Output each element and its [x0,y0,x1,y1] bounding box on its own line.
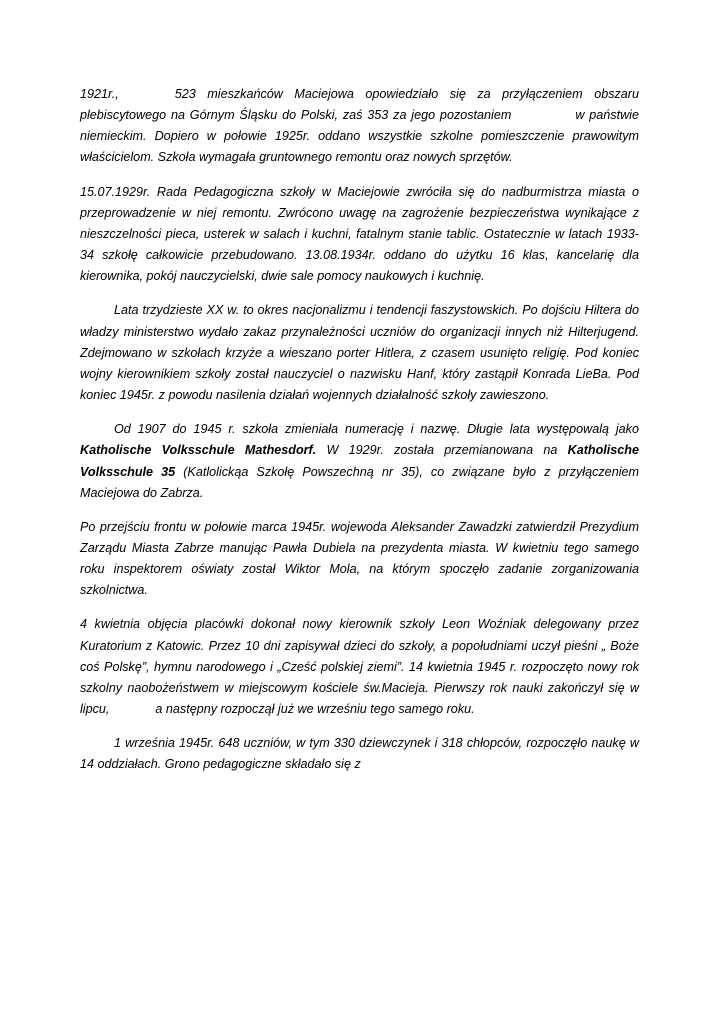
paragraph [80,84,639,169]
document-body [80,84,639,776]
text-run: Po przejściu frontu w połowie marca 1945r. wojewoda Aleksander Zawadzki zatwierdził Prezydium Zarządu Miasta Zabrze manując Pawła Dubiela na prezydenta miasta. W kwietniu tego samego roku inspektorem oświaty został Wiktor Mola, na którym spoczęło zadanie zorganizowania szkolnictwa. [80,519,639,598]
text-run: W 1929r. została przemianowana na [316,443,568,458]
paragraph [80,614,639,720]
emphasized-text: Katholische Volksschule Mathesdorf. [80,443,317,458]
paragraph [80,733,639,775]
text-run: Od 1907 do 1945 r. szkoła zmieniała numerację i nazwę. Długie lata występowalą jako [114,422,639,437]
paragraph [80,300,639,406]
text-run: 4 kwietnia objęcia placówki dokonał nowy kierownik szkoły Leon Woźniak delegowany przez Kuratorium z Katowic. Przez 10 dni zapisywał dzieci do szkoły, a popołudniami uczył pieśni „ Boże coś Polskę”, hymnu narodowego i „Cześć polskiej ziemi”. 14 kwietnia 1945 r. rozpoczęto nowy rok szkolny naobożeństwem w miejscowym kościele św.Macieja. Pierwszy rok nauki zakończył się w lipcu, [80,617,639,717]
text-run: (Katlolickąa Szkołę Powszechną nr 35), co związane było z przyłączeniem Maciejowa do Zabrza. [80,464,639,500]
text-run: w państwie niemieckim. Dopiero w połowie 1925r. oddano wszystkie szkolne pomieszczenie prawowitym właścicielom. Szkoła wymagała gruntownego remontu oraz nowych sprzętów. [80,108,639,165]
text-run: 1921r., [80,87,119,101]
text-run: 523 mieszkańców Maciejowa opowiedziało się za przyłączeniem obszaru plebiscytowego na Górnym Śląsku do Polski, zaś 353 za jego pozostaniem [80,87,639,123]
emphasized-text: Katholische Volksschule 35 [80,443,639,479]
text-run: Lata trzydzieste XX w. to okres nacjonalizmu i tendencji faszystowskich. Po dojściu Hiltera do władzy ministerstwo wydało zakaz przynależności uczniów do organizacji innych niż Hilterjugend. Zdejmowano w szkołach krzyże a wieszano porter Hitlera, z czasem usunięto religię. Pod koniec wojny kierownikiem szkoły został nauczyciel o nazwisku Hanf, który zastąpił Konrada LieBa. Pod koniec 1945r. z powodu nasilenia działań wojennych działalność szkoły zawieszono. [80,303,639,403]
text-run: 15.07.1929r. Rada Pedagogiczna szkoły w Maciejowie zwróciła się do nadburmistrza miasta o przeprowadzenie w niej remontu. Zwrócono uwagę na zagrożenie bezpieczeństwa wynikające z nieszczelności pieca, usterek w salach i kuchni, fatalnym stanie tablic. Ostatecznie w latach 1933-34 szkołę całkowicie przebudowano. 13.08.1934r. oddano do użytku 16 klas, kancelarię dla kierownika, pokój nauczycielski, dwie sale pomocy naukowych i kuchnię. [80,184,639,284]
paragraph [80,182,639,288]
text-run: 1 września 1945r. 648 uczniów, w tym 330 dziewczynek i 318 chłopców, rozpoczęło naukę w 14 oddziałach. Grono pedagogiczne składało się z [80,736,639,772]
paragraph [80,419,639,504]
text-run: a następny rozpoczął już we wrześniu tego samego roku. [155,702,475,717]
paragraph [80,517,639,602]
